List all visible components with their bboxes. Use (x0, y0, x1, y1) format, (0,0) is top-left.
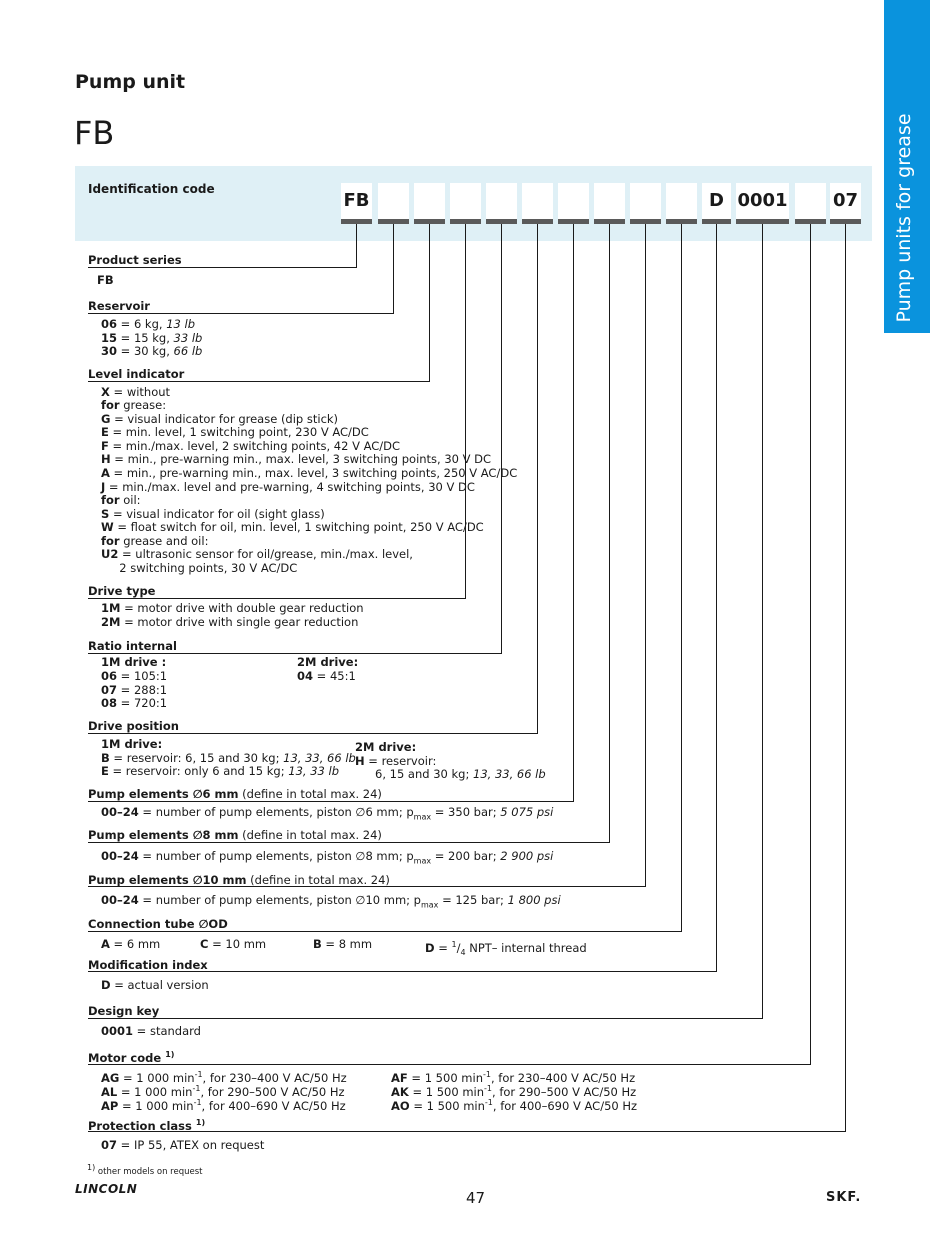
pump-10-line: 00–24 = number of pump elements, piston ∅10 mm; $p_{max} = 125$ bar; 1 800 psi (101, 893, 561, 910)
connector (88, 267, 357, 268)
ratio-item: 07 = 288:1 (101, 683, 168, 697)
connector (810, 224, 811, 1065)
code-box-1: FB (341, 183, 372, 224)
ratio-2m-title: 2M drive: (297, 655, 359, 669)
connector (88, 653, 502, 654)
ratio-item: 06 = 105:1 (101, 669, 168, 683)
drive-type-line: 1M = motor drive with double gear reduction (101, 601, 364, 615)
heading-design-key: Design key (88, 1004, 160, 1018)
connector (465, 224, 466, 599)
heading-pump-6: Pump elements ∅6 mm (define in total max. 24) (88, 787, 382, 801)
heading-protection-class: Protection class $^{1)}$ (88, 1118, 206, 1133)
drive-position-item: E = reservoir: only 6 and 15 kg; 13, 33 lb (101, 764, 340, 778)
level-line: E = min. level, 1 switching point, 230 V AC/DC (101, 425, 369, 439)
connector (429, 224, 430, 382)
connector (356, 224, 357, 268)
code-box-5 (486, 183, 517, 224)
footnote: $^{1)}$ other models on request (87, 1163, 203, 1177)
drive-position-2m-title: 2M drive: (355, 740, 417, 754)
connector (88, 598, 466, 599)
connection-tube-item: C = 10 mm (200, 937, 267, 951)
lincoln-logo: LINCOLN (75, 1182, 138, 1196)
connector (762, 224, 763, 1019)
heading-connection-tube: Connection tube ∅OD (88, 917, 228, 931)
motor-code-item: AL = 1 000 $\min^{-1}$, for 290–500 V AC/50 Hz (101, 1084, 345, 1099)
page-title: FB (74, 114, 115, 152)
heading-reservoir: Reservoir (88, 299, 150, 313)
level-line: J = min./max. level and pre-warning, 4 switching points, 30 V DC (101, 480, 475, 494)
connector (88, 1064, 811, 1065)
connector (88, 842, 610, 843)
reservoir-item: 06 = 6 kg, 13 lb (101, 317, 196, 331)
page-number: 47 (466, 1189, 486, 1207)
drive-position-item: H = reservoir: (355, 754, 437, 768)
level-line: G = visual indicator for grease (dip stick) (101, 412, 339, 426)
heading-ratio-internal: Ratio internal (88, 639, 177, 653)
level-line: for grease: (101, 398, 167, 412)
drive-type-line: 2M = motor drive with single gear reduction (101, 615, 359, 629)
heading-level-indicator: Level indicator (88, 367, 185, 381)
ratio-item: 08 = 720:1 (101, 696, 168, 710)
connector (573, 224, 574, 802)
connector (501, 224, 502, 654)
connector (88, 1018, 763, 1019)
connector (88, 313, 394, 314)
ratio-item: 04 = 45:1 (297, 669, 356, 683)
drive-position-item: B = reservoir: 6, 15 and 30 kg; 13, 33, 66 lb (101, 751, 356, 765)
skf-logo: SKF. (826, 1190, 862, 1205)
level-line: F = min./max. level, 2 switching points, 42 V AC/DC (101, 439, 401, 453)
identification-label: Identification code (88, 182, 215, 196)
motor-code-item: AK = 1 500 $\min^{-1}$, for 290–500 V AC/50 Hz (391, 1084, 637, 1099)
modification-index-line: D = actual version (101, 978, 209, 992)
motor-code-item: AP = 1 000 $\min^{-1}$, for 400–690 V AC/50 Hz (101, 1098, 346, 1113)
code-box-3 (414, 183, 445, 224)
level-line: H = min., pre-warning min., max. level, 3 switching points, 30 V DC (101, 452, 492, 466)
code-box-12: 0001 (736, 183, 789, 224)
protection-class-line: 07 = IP 55, ATEX on request (101, 1138, 265, 1152)
heading-drive-position: Drive position (88, 719, 179, 733)
heading-product-series: Product series (88, 253, 182, 267)
level-line: A = min., pre-warning min., max. level, 3 switching points, 250 V AC/DC (101, 466, 518, 480)
heading-drive-type: Drive type (88, 584, 156, 598)
pump-6-line: 00–24 = number of pump elements, piston ∅6 mm; $p_{max} = 350$ bar; 5 075 psi (101, 805, 554, 822)
heading-modification-index: Modification index (88, 958, 208, 972)
code-box-14: 07 (830, 183, 861, 224)
drive-position-item: 6, 15 and 30 kg; 13, 33, 66 lb (375, 767, 546, 781)
connector (845, 224, 846, 1132)
connector (716, 224, 717, 972)
level-line: X = without (101, 385, 171, 399)
code-box-13 (795, 183, 826, 224)
drive-position-1m-title: 1M drive: (101, 737, 163, 751)
heading-pump-10: Pump elements ∅10 mm (define in total max. 24) (88, 873, 390, 887)
connector (681, 224, 682, 932)
level-line: 2 switching points, 30 V AC/DC (101, 561, 298, 575)
level-line: for grease and oil: (101, 534, 209, 548)
motor-code-item: AG = 1 000 $\min^{-1}$, for 230–400 V AC/50 Hz (101, 1070, 347, 1085)
pump-8-line: 00–24 = number of pump elements, piston ∅8 mm; $p_{max} = 200$ bar; 2 900 psi (101, 849, 554, 866)
connector (88, 733, 538, 734)
level-line: for oil: (101, 493, 141, 507)
code-box-2 (378, 183, 409, 224)
reservoir-item: 30 = 30 kg, 66 lb (101, 344, 203, 358)
side-tab-label: Pump units for grease (893, 113, 915, 323)
design-key-line: 0001 = standard (101, 1024, 201, 1038)
connector (645, 224, 646, 887)
connector (609, 224, 610, 843)
code-box-6 (522, 183, 553, 224)
connection-tube-item: $D = ^1/_4$ NPT– internal thread (425, 940, 587, 958)
code-box-10 (666, 183, 697, 224)
code-box-7 (558, 183, 589, 224)
code-box-11: D (702, 183, 731, 224)
section-label: Pump unit (75, 71, 186, 93)
connector (393, 224, 394, 314)
motor-code-item: AF = 1 500 $\min^{-1}$, for 230–400 V AC/50 Hz (391, 1070, 636, 1085)
connector (537, 224, 538, 734)
heading-motor-code: Motor code $^{1)}$ (88, 1050, 175, 1065)
connector (88, 931, 682, 932)
reservoir-item: 15 = 15 kg, 33 lb (101, 331, 203, 345)
level-line: S = visual indicator for oil (sight glass) (101, 507, 325, 521)
product-series-value: FB (97, 273, 114, 287)
connector (88, 381, 430, 382)
code-box-9 (630, 183, 661, 224)
level-line: W = float switch for oil, min. level, 1 switching point, 250 V AC/DC (101, 520, 484, 534)
level-line: U2 = ultrasonic sensor for oil/grease, min./max. level, (101, 547, 413, 561)
heading-pump-8: Pump elements ∅8 mm (define in total max. 24) (88, 828, 382, 842)
connection-tube-item: B = 8 mm (313, 937, 373, 951)
connector (88, 801, 574, 802)
motor-code-item: AO = 1 500 $\min^{-1}$, for 400–690 V AC/50 Hz (391, 1098, 638, 1113)
ratio-1m-title: 1M drive : (101, 655, 167, 669)
code-box-8 (594, 183, 625, 224)
connection-tube-item: A = 6 mm (101, 937, 161, 951)
code-box-4 (450, 183, 481, 224)
